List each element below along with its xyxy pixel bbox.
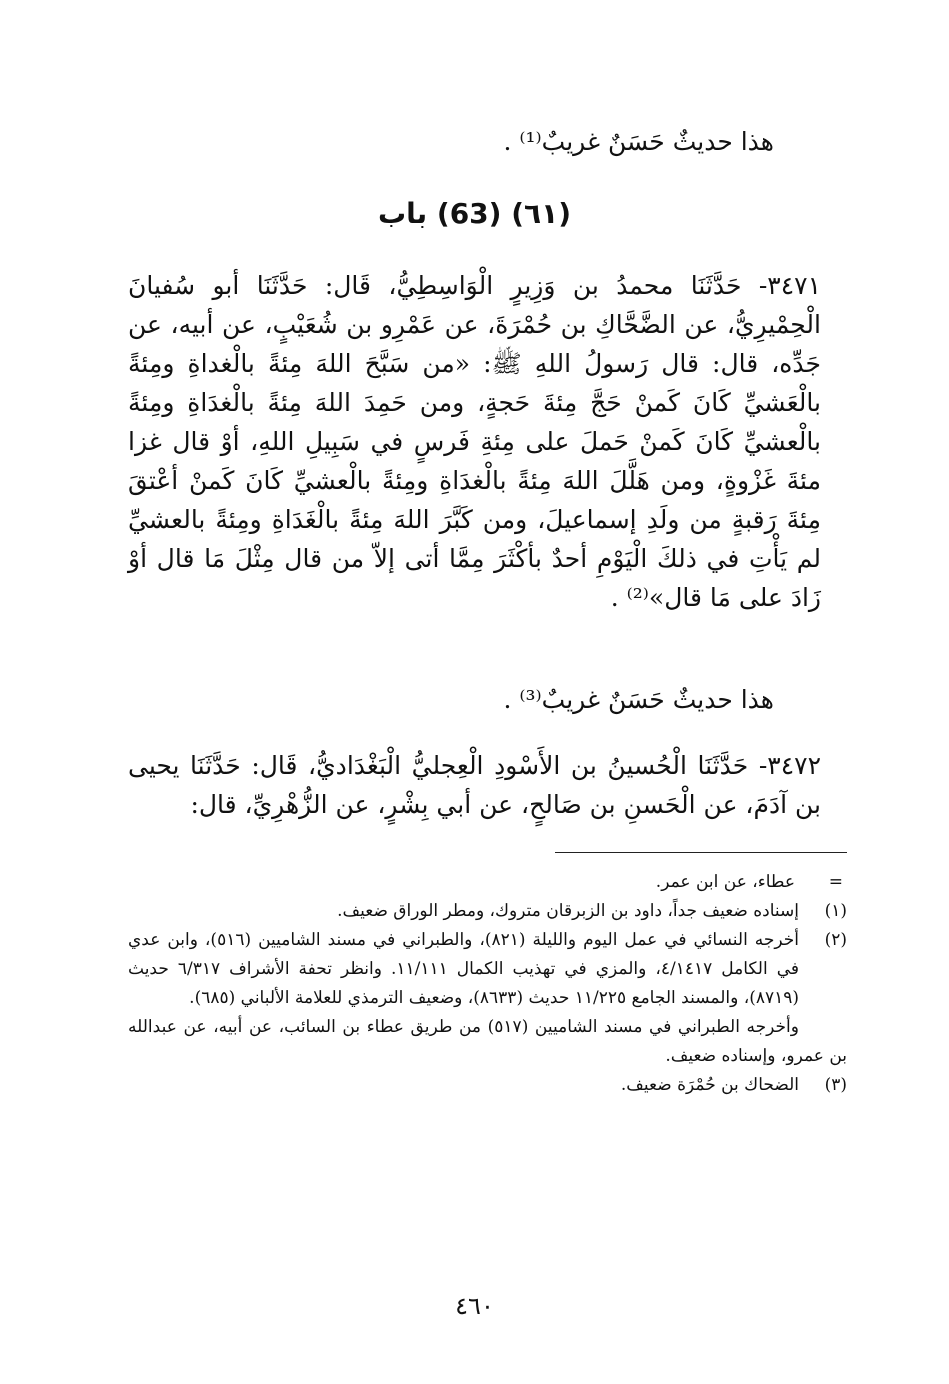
chapter-heading: (٦١) (63) باب [377,197,571,230]
footnote-2 [128,926,847,1013]
footnote-number: (٣) [824,1075,847,1095]
hadith-grading-2: هذا حديثٌ حَسَنٌ غريبٌ⁽³⁾ . [503,685,774,714]
footnote-number: (٢) [824,930,847,950]
hadith-3472-text: ٣٤٧٢- حَدَّثَنَا الْحُسينُ بن الأَسْودِ الْعِجليُّ الْبَغْدَاديُّ، قَال: حَدَّثَنَا يحيى بن آدَمَ، عن الْحَسنِ بن صَالحٍ، عن أبي بِشْرٍ، عن الزُّهْرِيِّ، قال: [128,751,821,819]
footnote-text: عطاء، عن ابن عمر. [655,872,795,892]
hadith-3471-text: ٣٤٧١- حَدَّثَنَا محمدُ بن وَزِيرٍ الْوَاسِطِيُّ، قَال: حَدَّثَنَا أبو سُفيانَ الْحِمْيرِيُّ، عن الضَّحَّاكِ بن حُمْرَةَ، عن عَمْرِو بن شُعَيْبٍ، عن أبيه، عن جَدِّه، قال: قال رَسولُ اللهِ ﷺ: «من سَبَّحَ اللهَ مِئةً بالْغداةِ ومِئةً بالْعَشيِّ كَانَ كَمنْ حَجَّ مِئةَ حَجةٍ، ومن حَمِدَ اللهَ مِئةً بالْغدَاةِ ومِئةً بالْعشيِّ كَانَ كَمنْ حَملَ على مِئةِ فَرسٍ في سَبِيلِ اللهِ، أوْ قال غزا مئةَ غَزْوةٍ، ومن هَلَّلَ اللهَ مِئةً بالْغدَاةِ ومِئةً بالْعشيِّ كَانَ كَمنْ أعْتقَ مِئةَ رَقبةٍ من ولَدِ إسماعيلَ، ومن كَبَّرَ اللهَ مِئةً بالْغَدَاةِ ومِئةً بالعشيِّ لم يَأْتِ في ذلكَ الْيَوْمِ أحدٌ بأكْثَرَ مِمَّا أتى إلاّ من قال مِثْلَ مَا قال أوْ زَادَ على مَا قال»⁽²⁾ . [128,271,821,612]
footnote-number: (١) [824,901,847,921]
page-number: ٤٦٠ [455,1292,494,1320]
footnote-text: الضحاك بن حُمْرَة ضعيف. [620,1075,799,1095]
footnote-3 [128,1071,847,1100]
footnote-continuation [128,868,847,897]
footnote-separator [555,852,847,853]
continuation-marker: = [828,872,843,892]
footnote-1 [128,897,847,926]
hadith-grading-1: هذا حديثٌ حَسَنٌ غريبٌ⁽¹⁾ . [503,127,774,156]
footnote-text: أخرجه النسائي في عمل اليوم والليلة (٨٢١)، والطبراني في مسند الشاميين (٥١٦)، وابن عدي في الكامل ٤/١٤١٧، والمزي في تهذيب الكمال ١١/١١١. وانظر تحفة الأشراف ٦/٣١٧ حديث (٨٧١٩)، والمسند الجامع ١١/٢٢٥ حديث (٨٦٣٣)، وضعيف الترمذي للعلامة الألباني (٦٨٥). [128,930,800,1008]
footnote-text: إسناده ضعيف جداً، داود بن الزبرقان متروك، ومطر الوراق ضعيف. [337,901,799,921]
footnotes [128,868,847,1100]
footnote-2-extra [128,1013,847,1071]
footnote-text: وأخرجه الطبراني في مسند الشاميين (٥١٧) من طريق عطاء بن السائب، عن أبيه، عن عبدالله بن عمرو، وإسناده ضعيف. [128,1017,847,1066]
